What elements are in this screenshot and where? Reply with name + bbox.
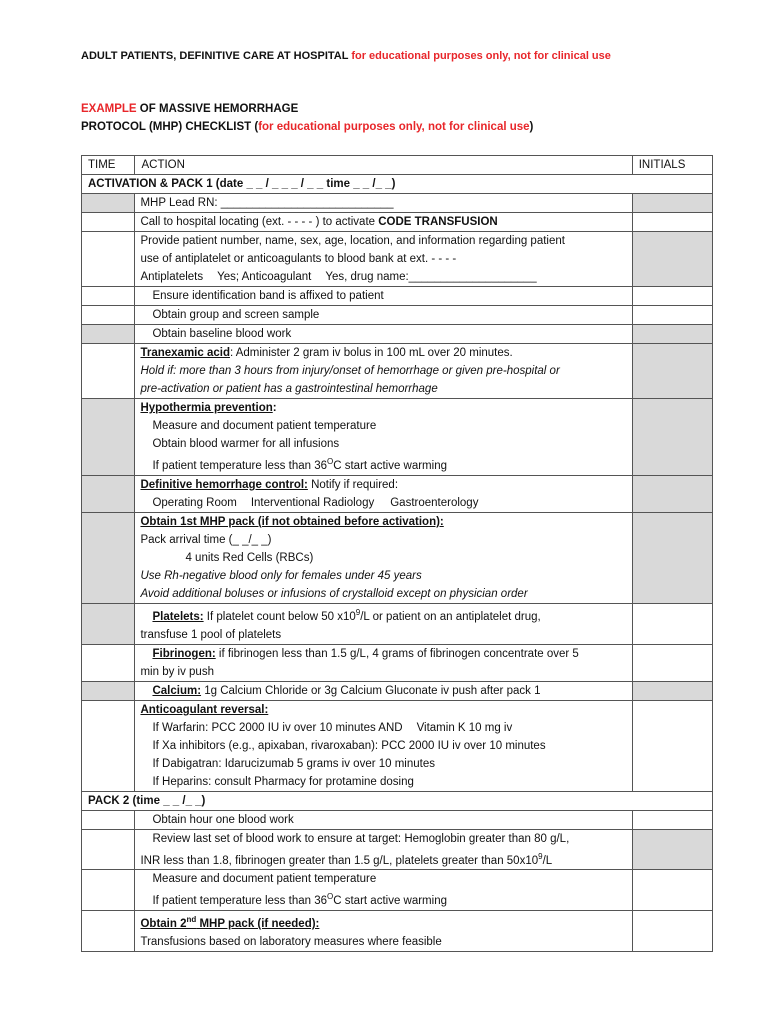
txa-hold-2: pre-activation or patient has a gastrointestinal hemorrhage xyxy=(140,383,438,395)
header-action: ACTION xyxy=(135,156,632,175)
provide-line-2: use of antiplatelet or anticoagulants to blood bank at ext. - - - - xyxy=(140,253,457,265)
degree-sup: O xyxy=(327,457,334,466)
tranexamic-acid xyxy=(135,344,632,399)
hypo-measure: Measure and document patient temperature xyxy=(152,420,377,432)
table-row xyxy=(82,512,713,603)
def-gastroenterology: Gastroenterology xyxy=(390,496,479,509)
calcium-text: 1g Calcium Chloride or 3g Calcium Gluconate iv push after pack 1 xyxy=(201,684,541,697)
fibrinogen-heading: Fibrinogen: xyxy=(152,647,216,660)
initials-cell[interactable] xyxy=(632,213,712,232)
time-cell[interactable] xyxy=(82,644,135,681)
time-cell[interactable] xyxy=(82,911,135,952)
avoid-crystalloid-note: Avoid additional boluses or infusions of crystalloid except on physician order xyxy=(140,587,528,600)
review-line-2-b: /L xyxy=(542,854,553,867)
table-row xyxy=(82,232,713,287)
drug-name-label: Yes, drug name: xyxy=(325,271,409,283)
def-interventional-radiology: Interventional Radiology xyxy=(250,496,375,509)
table-row xyxy=(82,475,713,512)
time-cell[interactable] xyxy=(82,344,135,399)
table-row xyxy=(82,325,713,344)
xa-inhibitors: If Xa inhibitors (e.g., apixaban, rivaroxaban): PCC 2000 IU iv over 10 minutes xyxy=(152,739,546,752)
table-header-row xyxy=(82,156,713,175)
hypo-warming xyxy=(140,453,447,475)
review-line-2 xyxy=(140,848,631,870)
initials-cell[interactable] xyxy=(632,603,712,644)
initials-cell[interactable] xyxy=(632,829,712,870)
hour-one-text: Obtain hour one blood work xyxy=(152,813,294,826)
dabigatran: If Dabigatran: Idarucizumab 5 grams iv over 10 minutes xyxy=(152,757,435,770)
degree-sup-2: O xyxy=(327,892,334,902)
obtain1-heading: Obtain 1st MHP pack (if not obtained before activation): xyxy=(140,515,444,528)
time-cell[interactable] xyxy=(82,810,135,829)
document-title xyxy=(81,100,533,136)
provide-patient-info xyxy=(135,232,632,287)
def-heading-line xyxy=(140,476,631,494)
initials-cell[interactable] xyxy=(632,232,712,287)
table-row xyxy=(82,870,713,911)
review-line-1: Review last set of blood work to ensure at target: Hemoglobin greater than 80 g/L, xyxy=(152,832,570,845)
time-cell[interactable] xyxy=(82,681,135,700)
table-row xyxy=(82,700,713,791)
time-cell[interactable] xyxy=(82,700,135,791)
anticoagulant-reversal xyxy=(135,700,632,791)
header-disclaimer: for educational purposes only, not for clinical use xyxy=(351,50,611,62)
def-text: Notify if required: xyxy=(307,478,399,491)
def-operating-room: Operating Room xyxy=(152,496,237,509)
title-line1-rest: OF MASSIVE HEMORRHAGE xyxy=(139,103,299,115)
table-row xyxy=(82,829,713,870)
title-example: EXAMPLE xyxy=(81,103,137,115)
pack-arrival-time: Pack arrival time (_ _/_ _) xyxy=(140,533,272,546)
anticoagulant-label: Yes; Anticoagulant xyxy=(217,271,312,283)
initials-cell[interactable] xyxy=(632,870,712,911)
initials-cell[interactable] xyxy=(632,810,712,829)
obtain2-heading xyxy=(140,911,631,933)
initials-cell[interactable] xyxy=(632,512,712,603)
initials-cell[interactable] xyxy=(632,475,712,512)
def-options xyxy=(140,494,478,512)
table-row xyxy=(82,681,713,700)
platelets-text-a: If platelet count below 50 x10 xyxy=(203,610,356,623)
title-line2-disclaimer: for educational purposes only, not for clinical use xyxy=(258,121,530,133)
temp2-b: C start active warming xyxy=(333,895,447,908)
vitamin-k-text: Vitamin K 10 mg iv xyxy=(416,721,513,734)
measure-temp-2: Measure and document patient temperature xyxy=(152,873,377,886)
txa-hold-1: Hold if: more than 3 hours from injury/onset of hemorrhage or given pre-hospital or xyxy=(140,365,560,377)
initials-cell[interactable] xyxy=(632,194,712,213)
time-cell[interactable] xyxy=(82,475,135,512)
obtain2-a: Obtain 2 xyxy=(140,918,187,931)
baseline-blood-work xyxy=(135,325,632,344)
hypo-warming-b: C start active warming xyxy=(333,459,447,472)
title-line2-b: ) xyxy=(529,121,534,133)
initials-cell[interactable] xyxy=(632,344,712,399)
anticoagulant-line xyxy=(140,268,631,286)
heparins: If Heparins: consult Pharmacy for protamine dosing xyxy=(152,775,414,788)
table-row xyxy=(82,213,713,232)
temp2-a: If patient temperature less than 36 xyxy=(152,895,327,908)
initials-cell[interactable] xyxy=(632,399,712,476)
calcium-heading: Calcium: xyxy=(152,684,202,697)
code-transfusion-label: CODE TRANSFUSION xyxy=(378,216,498,228)
review-blood-work xyxy=(135,829,632,870)
temp-warming-2 xyxy=(140,888,447,910)
warfarin-line xyxy=(140,719,512,737)
table-row xyxy=(82,344,713,399)
time-cell[interactable] xyxy=(82,399,135,476)
red-cells-units: 4 units Red Cells (RBCs) xyxy=(185,551,314,564)
section-pack2-row xyxy=(82,791,713,810)
fibrinogen-text: if fibrinogen less than 1.5 g/L, 4 grams of fibrinogen concentrate over 5 xyxy=(215,647,579,660)
antico-heading: Anticoagulant reversal: xyxy=(140,703,269,716)
table-row xyxy=(82,644,713,681)
calcium-step xyxy=(135,681,632,700)
time-cell[interactable] xyxy=(82,232,135,287)
table-row xyxy=(82,603,713,644)
txa-line xyxy=(140,344,631,362)
header-initials: INITIALS xyxy=(632,156,712,175)
hour-one-blood-work xyxy=(135,810,632,829)
txa-heading: Tranexamic acid xyxy=(140,347,230,359)
hypothermia-prevention xyxy=(135,399,632,476)
baseline-text: Obtain baseline blood work xyxy=(152,328,292,340)
table-row xyxy=(82,810,713,829)
title-line-1 xyxy=(81,100,533,118)
time-cell[interactable] xyxy=(82,287,135,306)
initials-cell[interactable] xyxy=(632,325,712,344)
obtain-first-mhp-pack xyxy=(135,512,632,603)
initials-cell[interactable] xyxy=(632,287,712,306)
initials-cell[interactable] xyxy=(632,681,712,700)
table-row xyxy=(82,399,713,476)
drug-name-blank: ____________________ xyxy=(408,271,537,283)
obtain2-sup: nd xyxy=(186,915,197,925)
initials-cell[interactable] xyxy=(632,306,712,325)
hypo-warmer: Obtain blood warmer for all infusions xyxy=(152,438,340,450)
mhp-lead-rn: MHP Lead RN: ___________________________ xyxy=(135,194,632,213)
call-text: Call to hospital locating (ext. - - - - ) to activate xyxy=(140,216,379,228)
ensure-id-band xyxy=(135,287,632,306)
platelets-step xyxy=(135,603,632,644)
title-line-2 xyxy=(81,118,533,136)
warfarin-text: If Warfarin: PCC 2000 IU iv over 10 minutes AND xyxy=(152,721,403,734)
time-cell[interactable] xyxy=(82,194,135,213)
hypo-colon: : xyxy=(272,402,277,414)
time-cell[interactable] xyxy=(82,603,135,644)
section-activation-row xyxy=(82,175,713,194)
fibrinogen-step xyxy=(135,644,632,681)
platelets-sup: 9 xyxy=(355,607,361,617)
hypo-warming-a: If patient temperature less than 36 xyxy=(152,459,327,472)
group-screen-sample xyxy=(135,306,632,325)
time-cell[interactable] xyxy=(82,870,135,911)
time-cell[interactable] xyxy=(82,306,135,325)
page-header xyxy=(81,50,611,62)
section-pack2-title: PACK 2 (time _ _ /_ _) xyxy=(82,791,713,810)
antiplatelets-label: Antiplatelets xyxy=(140,271,204,283)
txa-text: : Administer 2 gram iv bolus in 100 mL over 20 minutes. xyxy=(229,347,513,359)
def-heading: Definitive hemorrhage control: xyxy=(140,478,308,491)
mhp-checklist-table xyxy=(81,155,713,952)
provide-line-1: Provide patient number, name, sex, age, location, and information regarding patient xyxy=(140,235,565,247)
review-line-2-a: INR less than 1.8, fibrinogen greater than 1.5 g/L, platelets greater than 50x10 xyxy=(140,854,539,867)
section-activation-title: ACTIVATION & PACK 1 (date _ _ / _ _ _ / _ _ time _ _ /_ _) xyxy=(82,175,713,194)
pack2-temperature xyxy=(135,870,632,911)
fibrinogen-push: min by iv push xyxy=(140,665,214,678)
time-cell[interactable] xyxy=(82,512,135,603)
group-screen-text: Obtain group and screen sample xyxy=(152,309,320,321)
platelets-heading: Platelets: xyxy=(152,610,204,623)
hypo-heading: Hypothermia prevention xyxy=(140,402,273,414)
table-row xyxy=(82,287,713,306)
table-row xyxy=(82,194,713,213)
platelets-text-b: /L or patient on an antiplatelet drug, xyxy=(360,610,541,623)
call-hospital-locating xyxy=(135,213,632,232)
header-time: TIME xyxy=(82,156,135,175)
title-line2-a: PROTOCOL (MHP) CHECKLIST ( xyxy=(81,121,259,133)
time-cell[interactable] xyxy=(82,829,135,870)
transfusions-lab: Transfusions based on laboratory measures where feasible xyxy=(140,936,442,949)
time-cell[interactable] xyxy=(82,325,135,344)
header-text: ADULT PATIENTS, DEFINITIVE CARE AT HOSPITAL xyxy=(81,50,349,62)
table-row xyxy=(82,911,713,952)
table-row xyxy=(82,306,713,325)
review-sup: 9 xyxy=(538,851,543,861)
obtain2-b: MHP pack (if needed): xyxy=(196,918,320,931)
initials-cell[interactable] xyxy=(632,700,712,791)
hypo-heading-line xyxy=(140,399,631,417)
platelets-transfuse: transfuse 1 pool of platelets xyxy=(140,628,282,641)
ensure-id-text: Ensure identification band is affixed to patient xyxy=(152,290,384,302)
rh-negative-note: Use Rh-negative blood only for females under 45 years xyxy=(140,569,422,582)
time-cell[interactable] xyxy=(82,213,135,232)
initials-cell[interactable] xyxy=(632,911,712,952)
obtain-second-mhp-pack xyxy=(135,911,632,952)
initials-cell[interactable] xyxy=(632,644,712,681)
definitive-hemorrhage-control xyxy=(135,475,632,512)
